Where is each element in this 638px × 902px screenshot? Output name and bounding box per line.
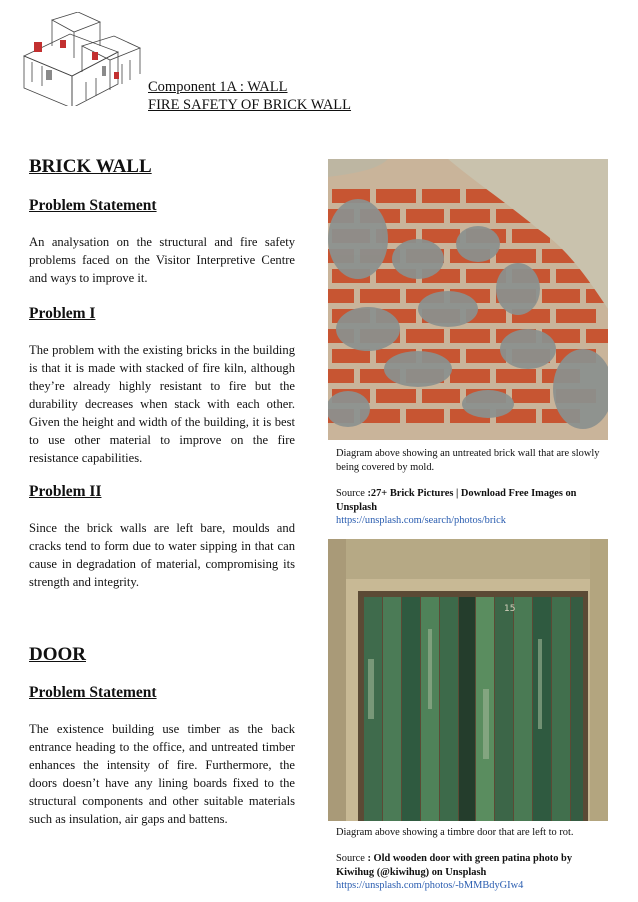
- problem-2-text: Since the brick walls are left bare, moulds and cracks tend to form due to water sipping in that can cause in degradation of material, compromising its strength and integrity.: [29, 521, 295, 589]
- component-title: Component 1A : WALL: [148, 79, 288, 95]
- door-problem-statement-text: The existence building use timber as the back entrance heading to the office, and untreated timber enhances the intensity of fire. Furthermore, the doors doesn’t have any lining boards fixed to the structural components and other suitable materials such as insulation, air gaps and battens.: [29, 722, 295, 826]
- door-heading: DOOR: [29, 644, 86, 665]
- problem-2-heading: Problem II: [29, 483, 102, 500]
- figure-2-source-link[interactable]: https://unsplash.com/photos/-bMMBdyGIw4: [336, 880, 524, 891]
- door-problem-statement-heading: Problem Statement: [29, 684, 157, 701]
- problem-1-text: The problem with the existing bricks in the building is that it is made with stacked of fire kiln, although they’re already highly resistant to fire but the durability decreases when stack with each other. Given the height and width of the building, it is best to use other material to improve on the fire resistance capabilities.: [29, 343, 295, 465]
- component-subtitle: FIRE SAFETY OF BRICK WALL: [148, 97, 352, 113]
- wooden-door-photo: [328, 539, 608, 821]
- figure-1-source-title: :27+ Brick Pictures | Download Free Images on Unsplash: [336, 488, 577, 513]
- figure-2-source-prefix: Source: [336, 853, 368, 864]
- figure-2-caption: Diagram above showing a timbre door that are left to rot.: [336, 827, 574, 838]
- brick-problem-statement-heading: Problem Statement: [29, 197, 157, 214]
- brick-wall-photo: [328, 159, 608, 440]
- figure-1-source-link[interactable]: https://unsplash.com/search/photos/brick: [336, 515, 506, 526]
- figure-1-source: [336, 487, 611, 515]
- brick-wall-heading: BRICK WALL: [29, 156, 152, 177]
- problem-1-heading: Problem I: [29, 305, 96, 322]
- building-sketch-logo: [22, 12, 144, 106]
- door-number: 15: [504, 604, 516, 614]
- figure-1-caption: Diagram above showing an untreated brick wall that are slowly being covered by mold.: [336, 448, 600, 473]
- figure-1-source-prefix: Source: [336, 488, 368, 499]
- figure-2-source: [336, 852, 611, 880]
- brick-problem-statement-text: An analysation on the structural and fire safety problems faced on the Visitor Interpretive Centre and ways to improve it.: [29, 235, 295, 285]
- figure-2-source-title: : Old wooden door with green patina photo by Kiwihug (@kiwihug) on Unsplash: [336, 853, 573, 878]
